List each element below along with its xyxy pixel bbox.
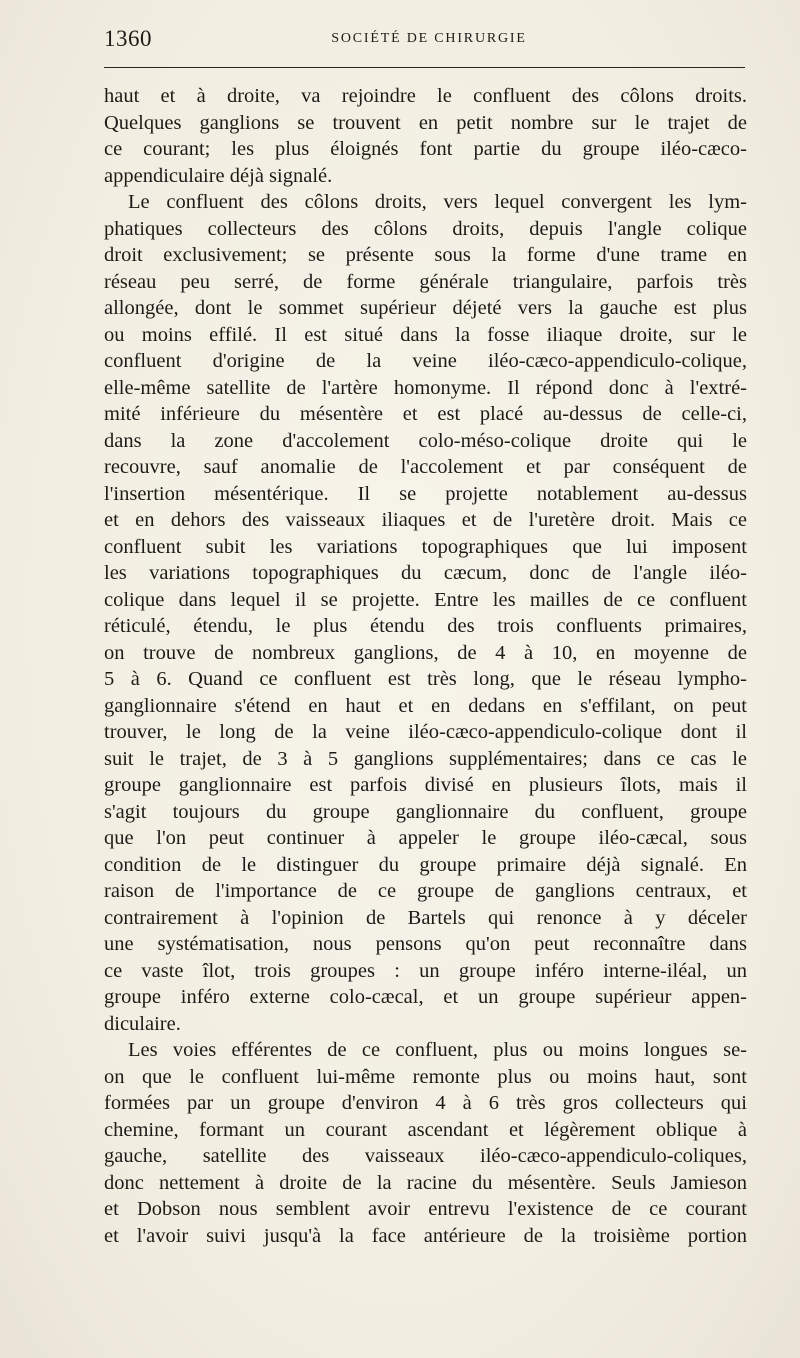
text-line: allongée, dont le sommet supérieur déjeté vers la gauche est plus — [104, 297, 747, 319]
text-line: les variations topographiques du cæcum, donc de l'angle iléo- — [104, 562, 747, 584]
text-line: colique dans lequel il se projette. Entre les mailles de ce confluent — [104, 588, 747, 611]
text-line: et l'avoir suivi jusqu'à la face antérieure de la troisième portion — [104, 1224, 747, 1247]
text-line: trouver, le long de la veine iléo-cæco-appendiculo-colique dont il — [104, 721, 747, 743]
text-line: donc nettement à droite de la racine du mésentère. Seuls Jamieson — [104, 1171, 747, 1194]
body-text — [104, 83, 747, 1249]
text-line: condition de le distinguer du groupe primaire déjà signalé. En — [104, 853, 747, 876]
text-line: Le confluent des côlons droits, vers lequel convergent les lym- — [128, 191, 747, 213]
text-line: on trouve de nombreux ganglions, de 4 à 10, en moyenne de — [104, 641, 747, 664]
text-line: elle-même satellite de l'artère homonyme. Il répond donc à l'extré- — [104, 376, 747, 399]
text-line: confluent subit les variations topographiques que lui imposent — [104, 535, 747, 558]
text-line: droit exclusivement; se présente sous la forme d'une trame en — [104, 244, 747, 266]
running-title: SOCIÉTÉ DE CHIRURGIE — [331, 31, 527, 46]
text-line: l'insertion mésentérique. Il se projette notablement au-dessus — [104, 482, 747, 505]
text-line: réseau peu serré, de forme générale triangulaire, parfois très — [104, 270, 747, 293]
text-line: dans la zone d'accolement colo-méso-colique droite qui le — [104, 429, 747, 452]
text-line: et en dehors des vaisseaux iliaques et de l'uretère droit. Mais ce — [104, 509, 747, 531]
text-line: ganglionnaire s'étend en haut et en dedans en s'effilant, on peut — [104, 694, 747, 717]
text-line: réticulé, étendu, le plus étendu des trois confluents primaires, — [104, 615, 747, 637]
text-line: diculaire. — [104, 1012, 181, 1035]
text-line: 5 à 6. Quand ce confluent est très long, que le réseau lympho- — [104, 668, 747, 690]
text-line: et Dobson nous semblent avoir entrevu l'existence de ce courant — [104, 1198, 747, 1220]
text-line: ou moins effilé. Il est situé dans la fosse iliaque droite, sur le — [104, 323, 747, 346]
text-line: ce courant; les plus éloignés font partie du groupe iléo-cæco- — [104, 138, 747, 160]
text-line: Les voies efférentes de ce confluent, plus ou moins longues se- — [128, 1039, 747, 1061]
text-line: contrairement à l'opinion de Bartels qui renonce à y déceler — [104, 906, 747, 929]
text-line: que l'on peut continuer à appeler le groupe iléo-cæcal, sous — [104, 827, 747, 849]
text-line: mité inférieure du mésentère et est placé au-dessus de celle-ci, — [104, 403, 747, 425]
text-line: chemine, formant un courant ascendant et légèrement oblique à — [104, 1118, 747, 1141]
text-line: groupe inféro externe colo-cæcal, et un groupe supérieur appen- — [104, 986, 747, 1008]
text-line: suit le trajet, de 3 à 5 ganglions supplémentaires; dans ce cas le — [104, 747, 747, 770]
text-line: haut et à droite, va rejoindre le confluent des côlons droits. — [104, 85, 747, 107]
text-line: raison de l'importance de ce groupe de ganglions centraux, et — [104, 880, 747, 902]
text-line: on que le confluent lui-même remonte plus ou moins haut, sont — [104, 1065, 747, 1088]
text-line: groupe ganglionnaire est parfois divisé en plusieurs îlots, mais il — [104, 774, 747, 796]
text-line: ce vaste îlot, trois groupes : un groupe inféro interne-iléal, un — [104, 959, 747, 982]
text-line: confluent d'origine de la veine iléo-cæco-appendiculo-colique, — [104, 350, 747, 372]
text-line: appendiculaire déjà signalé. — [104, 164, 333, 187]
text-line: s'agit toujours du groupe ganglionnaire du confluent, groupe — [104, 800, 747, 823]
page-header — [104, 24, 754, 60]
text-line: formées par un groupe d'environ 4 à 6 très gros collecteurs qui — [104, 1092, 747, 1114]
text-line: gauche, satellite des vaisseaux iléo-cæco-appendiculo-coliques, — [104, 1145, 747, 1167]
page-number: 1360 — [104, 26, 152, 51]
text-line: recouvre, sauf anomalie de l'accolement et par conséquent de — [104, 456, 747, 478]
text-line: une systématisation, nous pensons qu'on peut reconnaître dans — [104, 933, 747, 955]
text-line: Quelques ganglions se trouvent en petit nombre sur le trajet de — [104, 111, 747, 134]
text-line: phatiques collecteurs des côlons droits, depuis l'angle colique — [104, 217, 747, 240]
header-rule — [104, 67, 745, 68]
